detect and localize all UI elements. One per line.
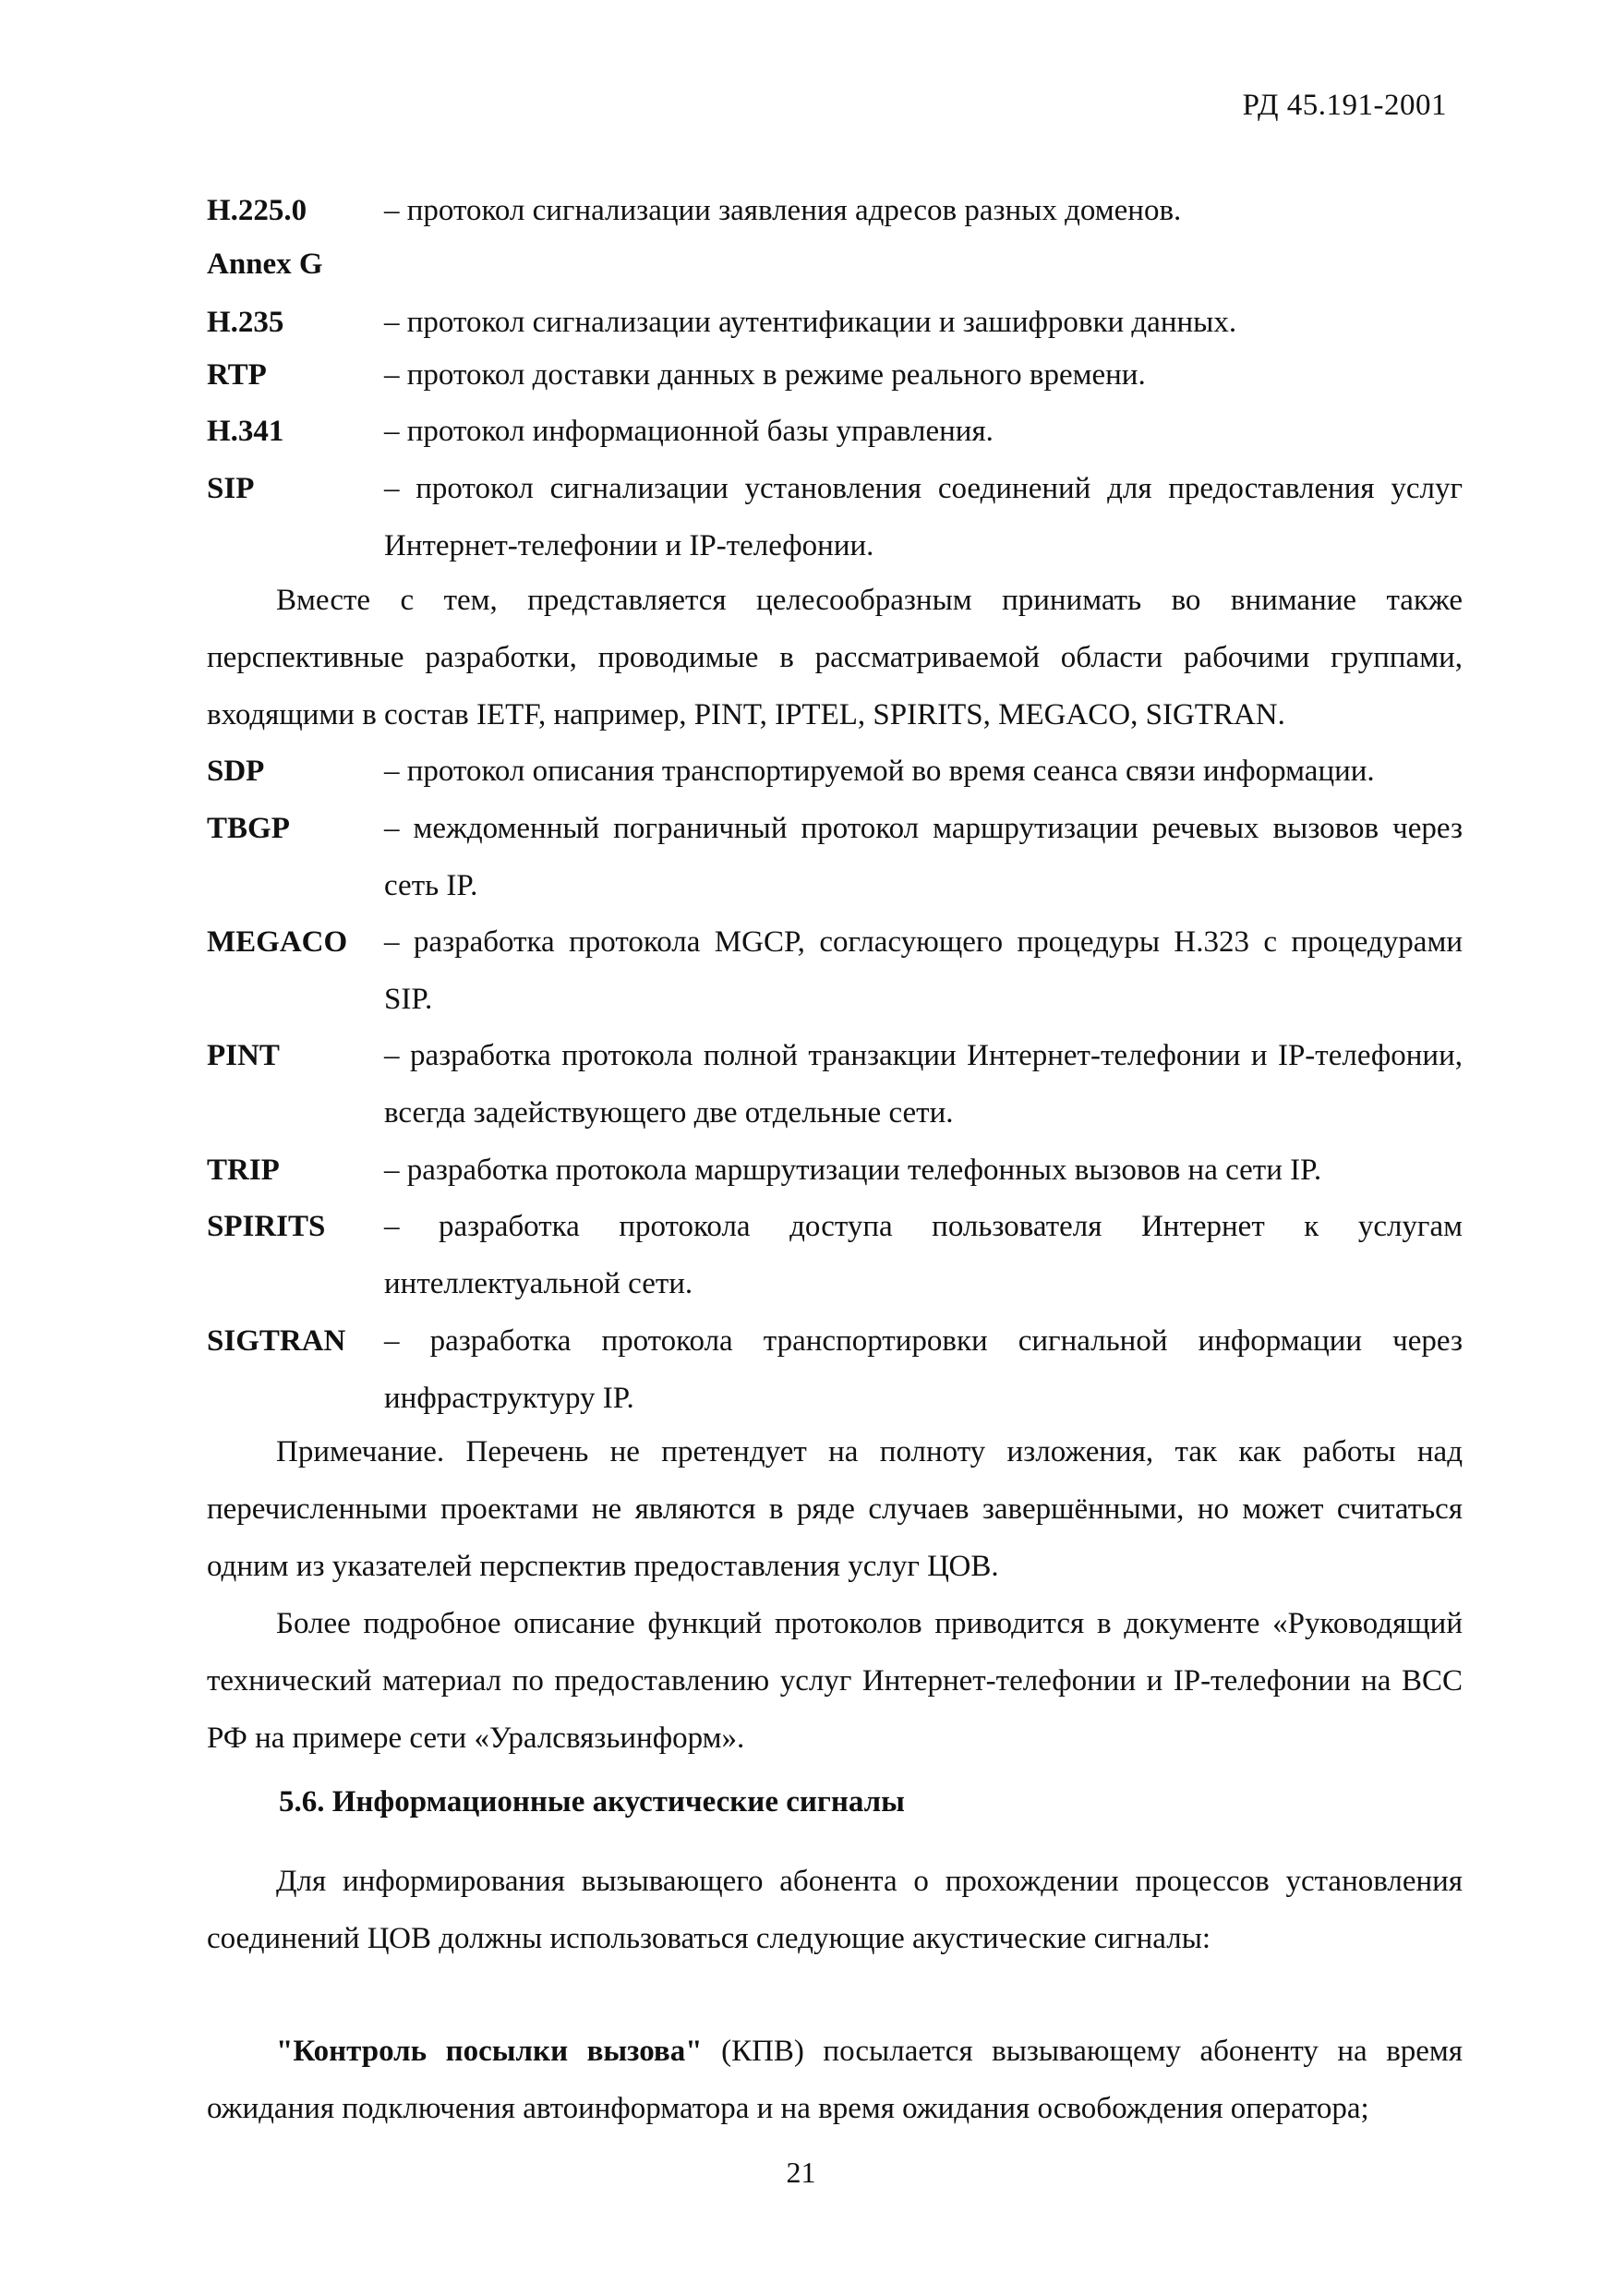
protocol-entry bbox=[207, 1312, 1463, 1427]
protocol-description: – протокол доставки данных в режиме реального времени. bbox=[384, 358, 1146, 392]
section-intro-paragraph: Для информирования вызывающего абонента о прохождении процессов установления соединений ЦОВ должны использоваться следующие акустические сигналы: bbox=[207, 1865, 1463, 1955]
protocol-entry bbox=[207, 294, 1463, 351]
protocol-entry bbox=[207, 346, 1463, 404]
protocol-term: TBGP bbox=[207, 812, 290, 845]
protocol-entry bbox=[207, 460, 1463, 574]
protocol-term: H.225.0 bbox=[207, 194, 307, 227]
signal-description-paragraph bbox=[207, 2023, 1463, 2137]
document-code: РД 45.191-2001 bbox=[1242, 89, 1447, 122]
protocol-term: SPIRITS bbox=[207, 1210, 326, 1243]
protocol-entry bbox=[207, 1142, 1463, 1199]
protocol-description bbox=[384, 236, 1463, 293]
protocol-term: PINT bbox=[207, 1039, 280, 1072]
protocol-term: SIP bbox=[207, 472, 255, 505]
protocol-entry bbox=[207, 182, 1463, 239]
protocol-description: – разработка протокола маршрутизации телефонных вызовов на сети IP. bbox=[384, 1154, 1322, 1187]
protocol-entry bbox=[207, 800, 1463, 914]
protocol-term: SIGTRAN bbox=[207, 1324, 346, 1358]
protocol-term: H.341 bbox=[207, 415, 284, 448]
signal-name: "Контроль посылки вызова" bbox=[276, 2035, 703, 2068]
protocol-description: – протокол сигнализации заявления адресов разных доменов. bbox=[384, 194, 1182, 227]
protocol-term: RTP bbox=[207, 358, 267, 392]
protocol-description: – протокол информационной базы управления. bbox=[384, 415, 994, 448]
protocol-entry bbox=[207, 1027, 1463, 1142]
note-paragraph: Примечание. Перечень не претендует на полноту изложения, так как работы над перечисленными проектами не являются в ряде случаев завершёнными, но может считаться одним из указателей перспектив предоставления услуг ЦОВ. bbox=[207, 1435, 1463, 1583]
protocol-term: TRIP bbox=[207, 1154, 280, 1187]
protocol-entry bbox=[207, 236, 1463, 293]
page-number: 21 bbox=[786, 2156, 816, 2189]
protocol-description: – междоменный пограничный протокол маршрутизации речевых вызовов через сеть IP. bbox=[384, 812, 1463, 902]
protocol-description: – разработка протокола транспортировки сигнальной информации через инфраструктуру IP. bbox=[384, 1324, 1463, 1415]
protocol-term: Annex G bbox=[207, 248, 323, 281]
protocol-entry bbox=[207, 1198, 1463, 1312]
protocol-description: – протокол описания транспортируемой во время сеанса связи информации. bbox=[384, 755, 1375, 788]
protocol-description: – разработка протокола доступа пользователя Интернет к услугам интеллектуальной сети. bbox=[384, 1210, 1463, 1300]
reference-paragraph: Более подробное описание функций протоколов приводится в документе «Руководящий технический материал по предоставлению услуг Интернет-телефонии и IP-телефонии на ВСС РФ на примере сети «Уралсвязьинформ». bbox=[207, 1607, 1463, 1755]
protocol-term: MEGACO bbox=[207, 925, 348, 959]
protocol-entry bbox=[207, 403, 1463, 460]
protocol-description: – разработка протокола полной транзакции Интернет-телефонии и IP-телефонии, всегда задействующего две отдельные сети. bbox=[384, 1039, 1463, 1130]
protocol-description: – протокол сигнализации аутентификации и зашифровки данных. bbox=[384, 306, 1237, 339]
protocol-description: – разработка протокола MGCP, согласующего процедуры H.323 с процедурами SIP. bbox=[384, 925, 1463, 1016]
protocol-description: – протокол сигнализации установления соединений для предоставления услуг Интернет-телефонии и IP-телефонии. bbox=[384, 472, 1463, 562]
protocol-entry bbox=[207, 913, 1463, 1028]
section-heading: 5.6. Информационные акустические сигналы bbox=[279, 1785, 905, 1819]
signal-text: (КПВ) посылается вызывающему абоненту на время ожидания подключения автоинформатора и на время ожидания освобождения оператора; bbox=[207, 2035, 1463, 2125]
future-developments-paragraph: Вместе с тем, представляется целесообразным принимать во внимание также перспективные разработки, проводимые в рассматриваемой области рабочими группами, входящими в состав IETF, например, PINT, IPTEL, SPIRITS, MEGACO, SIGTRAN. bbox=[207, 584, 1463, 731]
protocol-term: SDP bbox=[207, 755, 265, 788]
protocol-term: H.235 bbox=[207, 306, 284, 339]
protocol-entry bbox=[207, 743, 1463, 800]
